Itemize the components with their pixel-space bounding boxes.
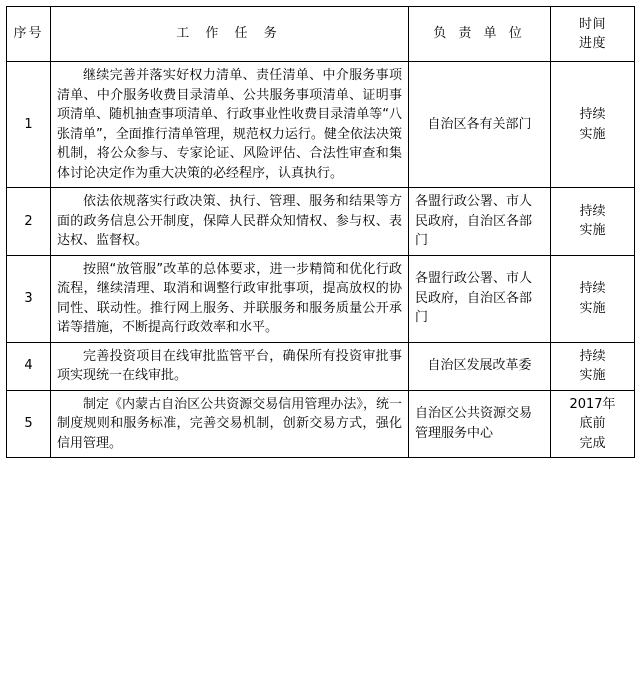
row-time-line1: 持续: [579, 203, 606, 219]
column-header-time: [551, 7, 635, 62]
row-time: [551, 390, 635, 458]
column-header-unit: 负 责 单 位: [409, 7, 551, 62]
row-time: [551, 255, 635, 342]
row-number: 2: [7, 188, 51, 256]
row-time: [551, 62, 635, 188]
column-header-no: 序号: [7, 7, 51, 62]
row-number: 1: [7, 62, 51, 188]
row-task: 依法依规落实行政决策、执行、管理、服务和结果等方面的政务信息公开制度，保障人民群众知情权、参与权、表达权、监督权。: [51, 188, 409, 256]
table-row: [7, 255, 635, 342]
column-header-task: 工 作 任 务: [51, 7, 409, 62]
row-unit: 各盟行政公署、市人民政府，自治区各部门: [409, 255, 551, 342]
row-number: 4: [7, 342, 51, 390]
row-task: 按照“放管服”改革的总体要求，进一步精简和优化行政流程，继续清理、取消和调整行政审批事项，提高放权的协同性、联动性。推行网上服务、并联服务和服务质量公开承诺等措施，不断提高行政效率和水平。: [51, 255, 409, 342]
table-row: [7, 188, 635, 256]
row-time-line2: 底前: [579, 416, 606, 431]
row-time-line2: 实施: [579, 223, 606, 239]
row-time: [551, 342, 635, 390]
row-unit: 自治区发展改革委: [409, 342, 551, 390]
table-header: [7, 7, 635, 62]
work-task-table: [6, 6, 635, 458]
row-task: 继续完善并落实好权力清单、责任清单、中介服务事项清单、中介服务收费目录清单、公共服务事项清单、证明事项清单、随机抽查事项清单、行政事业性收费目录清单等“八张清单”，全面推行清单管理，规范权力运行。健全依法决策机制，将公众参与、专家论证、风险评估、合法性审查和集体讨论决定作为重大决策的必经程序，认真执行。: [51, 62, 409, 188]
row-task: 制定《内蒙古自治区公共资源交易信用管理办法》，统一制度规则和服务标准，完善交易机制，创新交易方式，强化信用管理。: [51, 390, 409, 458]
row-time: [551, 188, 635, 256]
row-time-line2: 实施: [579, 300, 606, 316]
row-time-line2: 实施: [579, 126, 606, 142]
row-time-line1: 持续: [579, 281, 606, 296]
table-row: [7, 62, 635, 188]
column-header-time-line2: 进度: [578, 36, 606, 51]
row-time-line1: 2017年: [569, 396, 616, 412]
table-row: [7, 390, 635, 458]
column-header-time-line1: 时间: [578, 16, 606, 32]
row-time-line3: 完成: [579, 435, 606, 451]
row-unit: 自治区公共资源交易管理服务中心: [409, 390, 551, 458]
row-unit: 各盟行政公署、市人民政府，自治区各部门: [409, 188, 551, 256]
row-time-line2: 实施: [579, 368, 606, 383]
row-time-line1: 持续: [579, 107, 606, 122]
row-task: 完善投资项目在线审批监管平台，确保所有投资审批事项实现统一在线审批。: [51, 342, 409, 390]
table-row: [7, 342, 635, 390]
table-body: [7, 62, 635, 458]
table-header-row: [7, 7, 635, 62]
row-time-line1: 持续: [579, 348, 606, 364]
row-unit: 自治区各有关部门: [409, 62, 551, 188]
row-number: 5: [7, 390, 51, 458]
row-number: 3: [7, 255, 51, 342]
